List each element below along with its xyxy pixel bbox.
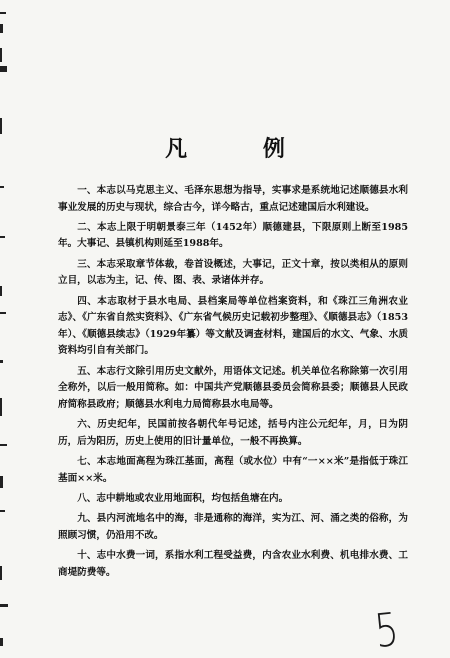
binding-margin-marks xyxy=(0,0,14,657)
handwritten-page-number: 5 xyxy=(372,601,402,658)
note-paragraph: 八、志中耕地或农业用地面积，均包括鱼塘在内。 xyxy=(77,492,289,504)
note-paragraph: 一、本志以马克思主义、毛泽东思想为指导，实事求是系统地记述顺德县水利事业发展的历史与现状，综合古今，详今略古，重点记述建国后水利建设。 xyxy=(58,185,408,213)
note-paragraph: 七、本志地面高程为珠江基面，高程（或水位）中有“一××米”是指低于珠江基面××米。 xyxy=(58,456,408,484)
note-paragraph: 二、本志上限于明朝景泰三年（1452年）顺德建县，下限原则上断至1985年。大事记、县镇机构则延至1988年。 xyxy=(58,221,408,250)
note-paragraph: 九、县内河流地名中的海，非是通称的海洋，实为江、河、涌之类的俗称，为照顾习惯，仍沿用不改。 xyxy=(58,513,408,541)
explanatory-notes xyxy=(58,183,408,585)
page-title: 凡 例 xyxy=(165,136,319,162)
note-paragraph: 五、本志行文除引用历史文献外，用语体文记述。机关单位名称除第一次引用全称外，以后一般用简称。如：中国共产党顺德县委员会简称县委；顺德县人民政府简称县政府；顺德县水利电力局简称县水电局等。 xyxy=(58,365,408,410)
note-paragraph: 十、志中水费一词，系指水利工程受益费，内含农业水利费、机电排水费、工商堤防费等。 xyxy=(58,550,408,578)
note-paragraph: 四、本志取材于县水电局、县档案局等单位档案资料，和《珠江三角洲农业志》、《广东省自然实资料》、《广东省气候历史记载初步整理》、《顺德县志》（1853年）、《顺德县续志》（1929年纂）等文献及调查材料，建国后的水文、气象、水质资料均引自有关部门。 xyxy=(58,295,408,357)
note-paragraph: 六、历史纪年，民国前按各朝代年号记述，括号内注公元纪年，月，日为阴历，后为阳历，历史上使用的旧计量单位，一般不再换算。 xyxy=(58,419,408,447)
note-paragraph: 三、本志采取章节体裁，卷首设概述，大事记，正文十章，按以类相从的原则立目，以志为主，记、传、图、表、录诸体并存。 xyxy=(58,258,408,287)
